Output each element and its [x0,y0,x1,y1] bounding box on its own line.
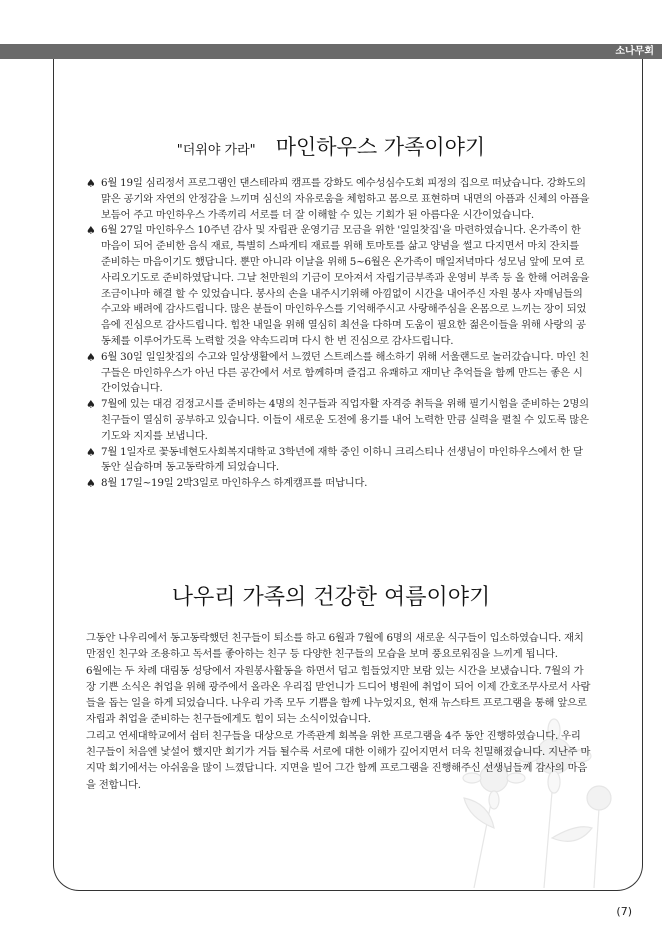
bullet-item: ♠ 7월에 있는 대검 검정고시를 준비하는 4명의 친구들과 직업자활 자격증 취득을 위해 필기시험을 준비하는 2명의 친구들이 열심히 공부하고 있습니다. 이들이 새로운 도전에 용기를 내어 노력한 만큼 실력을 펼칠 수 있도록 많은 기도와 지지를 보냅니다. [86,397,590,444]
paragraph: 그리고 연세대학교에서 쉼터 친구들을 대상으로 가족관계 회복을 위한 프로그램을 4주 동안 진행하였습니다. 우리 친구들이 처음엔 낯설어 했지만 회기가 거듭 될수록 서로에 대한 이해가 깊어지면서 더욱 친밀해졌습니다. 지난주 마지막 회기에서는 아쉬움을 많이 느꼈답니다. 지면을 빌어 그간 함께 프로그램을 진행해주신 선생님들께 감사의 마음을 전합니다. [86,729,591,791]
bullet-item: ♠ 7월 1일자로 꽃동네현도사회복지대학교 3학년에 재학 중인 이하니 크리스티나 선생님이 마인하우스에서 한 달 동안 실습하며 동고동락하게 되었습니다. [86,445,590,477]
bullet-item: ♠ 6월 30일 일일찻집의 수고와 일상생활에서 느꼈던 스트레스를 해소하기 위해 서울랜드로 놀러갔습니다. 마인 친구들은 마인하우스가 아닌 다른 공간에서 서로 함께하며 즐겁고 유쾌하고 재미난 추억들을 함께 만드는 좋은 시간이었습니다. [86,350,590,397]
section1-title [0,131,662,161]
bullet-item: ♠ 6월 19일 심리정서 프로그램인 댄스테라피 캠프를 강화도 예수성심수도회 피정의 집으로 떠났습니다. 강화도의 맑은 공기와 자연의 안정감을 느끼며 심신의 자유로움을 체험하고 몸으로 표현하며 내면의 아픔과 신체의 아픔을 보듬어 주고 마인하우스 가족끼리 서로를 더 잘 이해할 수 있는 기회가 된 아름다운 시간이었습니다. [86,176,590,223]
header-label: 소나무회 [615,46,654,57]
section1-title-quote: "더위야 가라" [176,143,256,158]
section2-title: 나우리 가족의 건강한 여름이야기 [171,585,491,610]
bullet-item: ♠ 6월 27일 마인하우스 10주년 감사 및 자립관 운영기금 모금을 위한 '일일찻집'을 마련하였습니다. 온가족이 한마음이 되어 준비한 음식 재료, 특별히 스파게티 재료를 위해 토마토를 삶고 양념을 썰고 다지면서 마치 잔치를 준비하는 마음이기도 했답니다. 뿐만 아니라 이날을 위해 5~6월은 온가족이 매일저녁마다 성모님 앞에 모여 로사리오기도로 준비하였답니다. 그날 천만원의 기금이 모아져서 자립기금부족과 운영비 부족 등 올 한해 어려움을 조금이나마 해결 할 수 있었습니다. 봉사의 손을 내주시기위해 아낌없이 시간을 내어주신 자원 봉사 자매님들의 수고와 배려에 감사드립니다. 많은 분들이 마인하우스를 기억해주시고 사랑해주심을 온몸으로 느끼는 장이 되었음에 진심으로 감사드립니다. 힘찬 내일을 위해 열심히 최선을 다하며 도움이 필요한 젊은이들을 위해 사랑의 공동체를 이루어가도록 노력할 것을 약속드리며 다시 한 번 진심으로 감사드립니다. [86,223,590,349]
bullet-item: ♠ 8월 17일~19일 2박3일로 마인하우스 하계캠프를 떠납니다. [86,476,590,492]
paragraph: 6월에는 두 차례 대림동 성당에서 자원봉사활동을 하면서 덥고 힘들었지만 보람 있는 시간을 보냈습니다. 7월의 가장 기쁜 소식은 취업을 위해 광주에서 올라온 우리집 맏언니가 드디어 병원에 취업이 되어 이제 간호조무사로서 사람들을 돕는 일을 하게 되었습니다. 나우리 가족 모두 기쁨을 함께 나누었지요, 현재 뉴스타트 프로그램을 통해 앞으로 자립과 취업을 준비하는 친구들에게도 힘이 되는 소식이었습니다. [86,664,591,726]
section1-body [86,176,590,492]
page-number: (7) [616,905,632,918]
header-bar [0,44,662,59]
section2-body [86,630,591,793]
paragraph: 그동안 나우리에서 동고동락했던 친구들이 퇴소를 하고 6월과 7월에 6명의 새로운 식구들이 입소하였습니다. 재치 만점인 친구와 조용하고 독서를 좋아하는 친구 등 다양한 친구들의 모습을 보며 풍요로워짐을 느끼게 됩니다. [86,632,584,661]
section1-title-main: 마인하우스 가족이야기 [275,135,486,159]
